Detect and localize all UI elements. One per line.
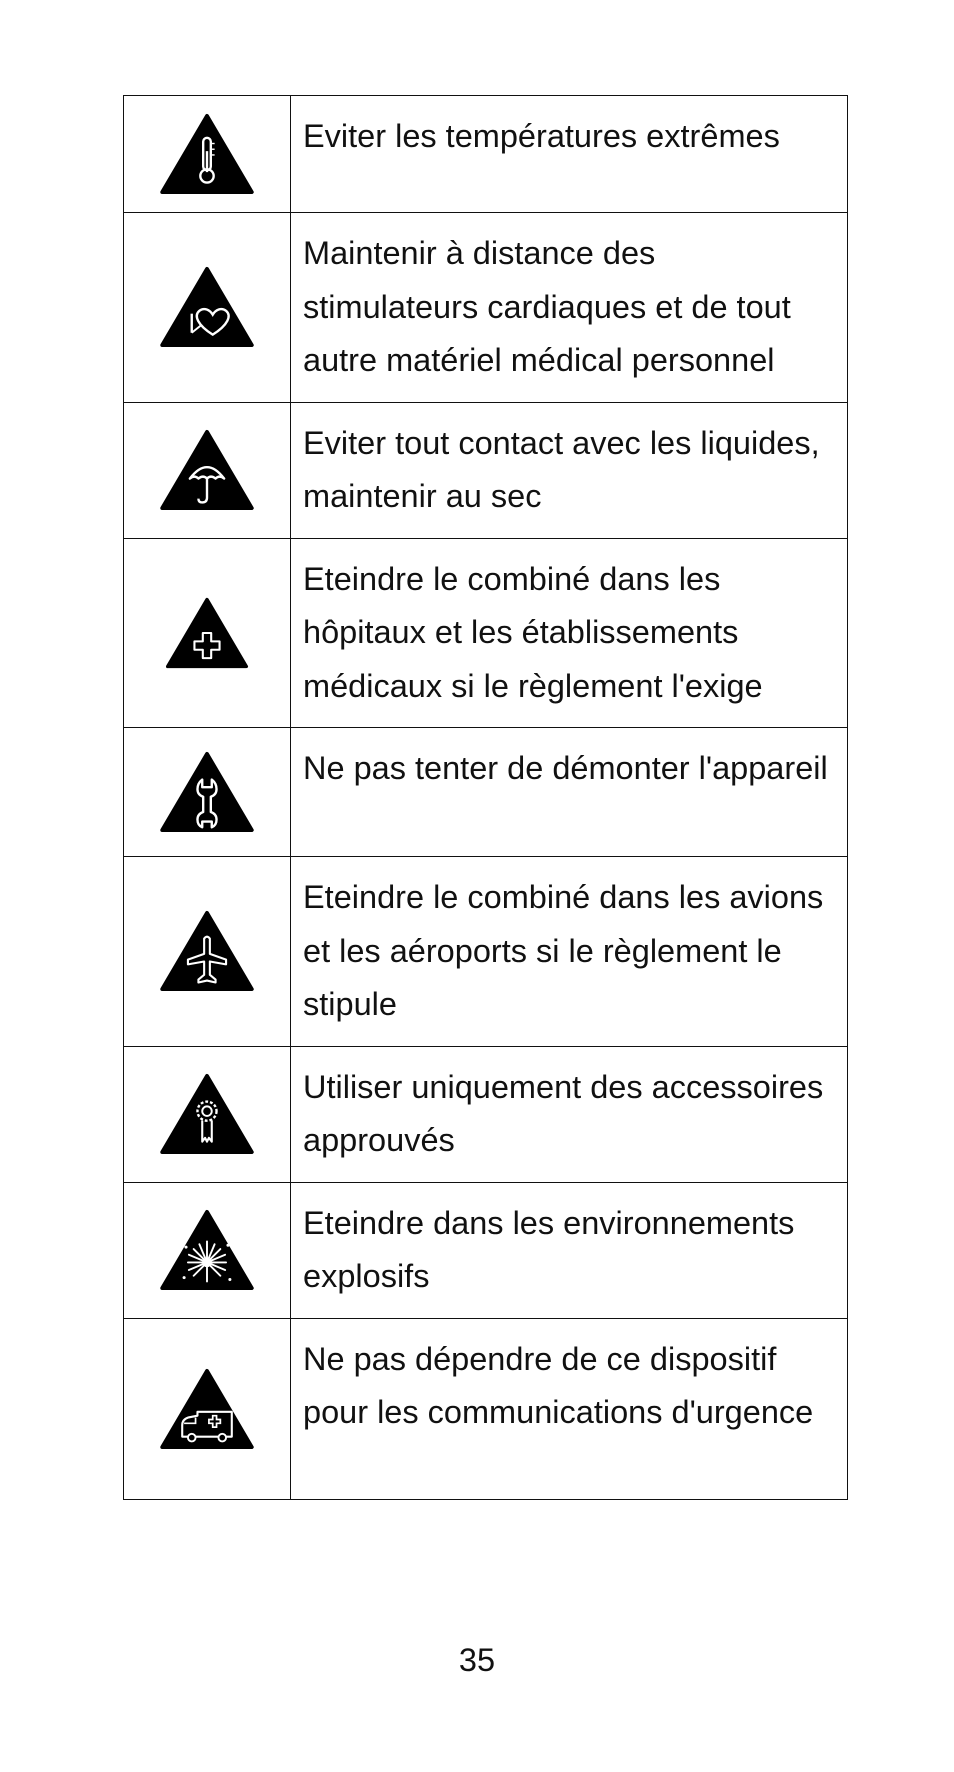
approved-accessory-badge-icon	[159, 1073, 255, 1155]
icon-cell	[124, 96, 291, 213]
table-row	[124, 538, 848, 728]
icon-cell	[124, 857, 291, 1047]
wrench-icon	[159, 751, 255, 833]
hospital-cross-icon	[165, 597, 249, 669]
icon-cell	[124, 538, 291, 728]
table-row	[124, 728, 848, 857]
row-text: Eviter les températures extrêmes	[291, 96, 848, 213]
row-text: Utiliser uniquement des accessoires approuvés	[291, 1046, 848, 1182]
icon-cell	[124, 1046, 291, 1182]
row-text: Eteindre le combiné dans les hôpitaux et les établissements médicaux si le règlement l'exige	[291, 538, 848, 728]
table-row	[124, 213, 848, 403]
table-row	[124, 1046, 848, 1182]
row-text: Eteindre le combiné dans les avions et les aéroports si le règlement le stipule	[291, 857, 848, 1047]
icon-cell	[124, 1182, 291, 1318]
airplane-icon	[159, 910, 255, 992]
thermometer-icon	[159, 113, 255, 195]
row-text: Ne pas dépendre de ce dispositif pour les communications d'urgence	[291, 1318, 848, 1499]
icon-cell	[124, 728, 291, 857]
table-row	[124, 402, 848, 538]
row-text: Eteindre dans les environnements explosifs	[291, 1182, 848, 1318]
row-text: Maintenir à distance des stimulateurs cardiaques et de tout autre matériel médical personnel	[291, 213, 848, 403]
explosion-icon	[159, 1209, 255, 1291]
icon-cell	[124, 213, 291, 403]
table-row	[124, 1182, 848, 1318]
safety-symbols-table	[123, 95, 848, 1500]
ambulance-icon	[159, 1368, 255, 1450]
pacemaker-heart-icon	[159, 266, 255, 348]
icon-cell	[124, 402, 291, 538]
table-row	[124, 1318, 848, 1499]
page-number: 35	[458, 1642, 496, 1678]
umbrella-icon	[159, 429, 255, 511]
icon-cell	[124, 1318, 291, 1499]
row-text: Ne pas tenter de démonter l'appareil	[291, 728, 848, 857]
table-row	[124, 96, 848, 213]
table-row	[124, 857, 848, 1047]
row-text: Eviter tout contact avec les liquides, maintenir au sec	[291, 402, 848, 538]
